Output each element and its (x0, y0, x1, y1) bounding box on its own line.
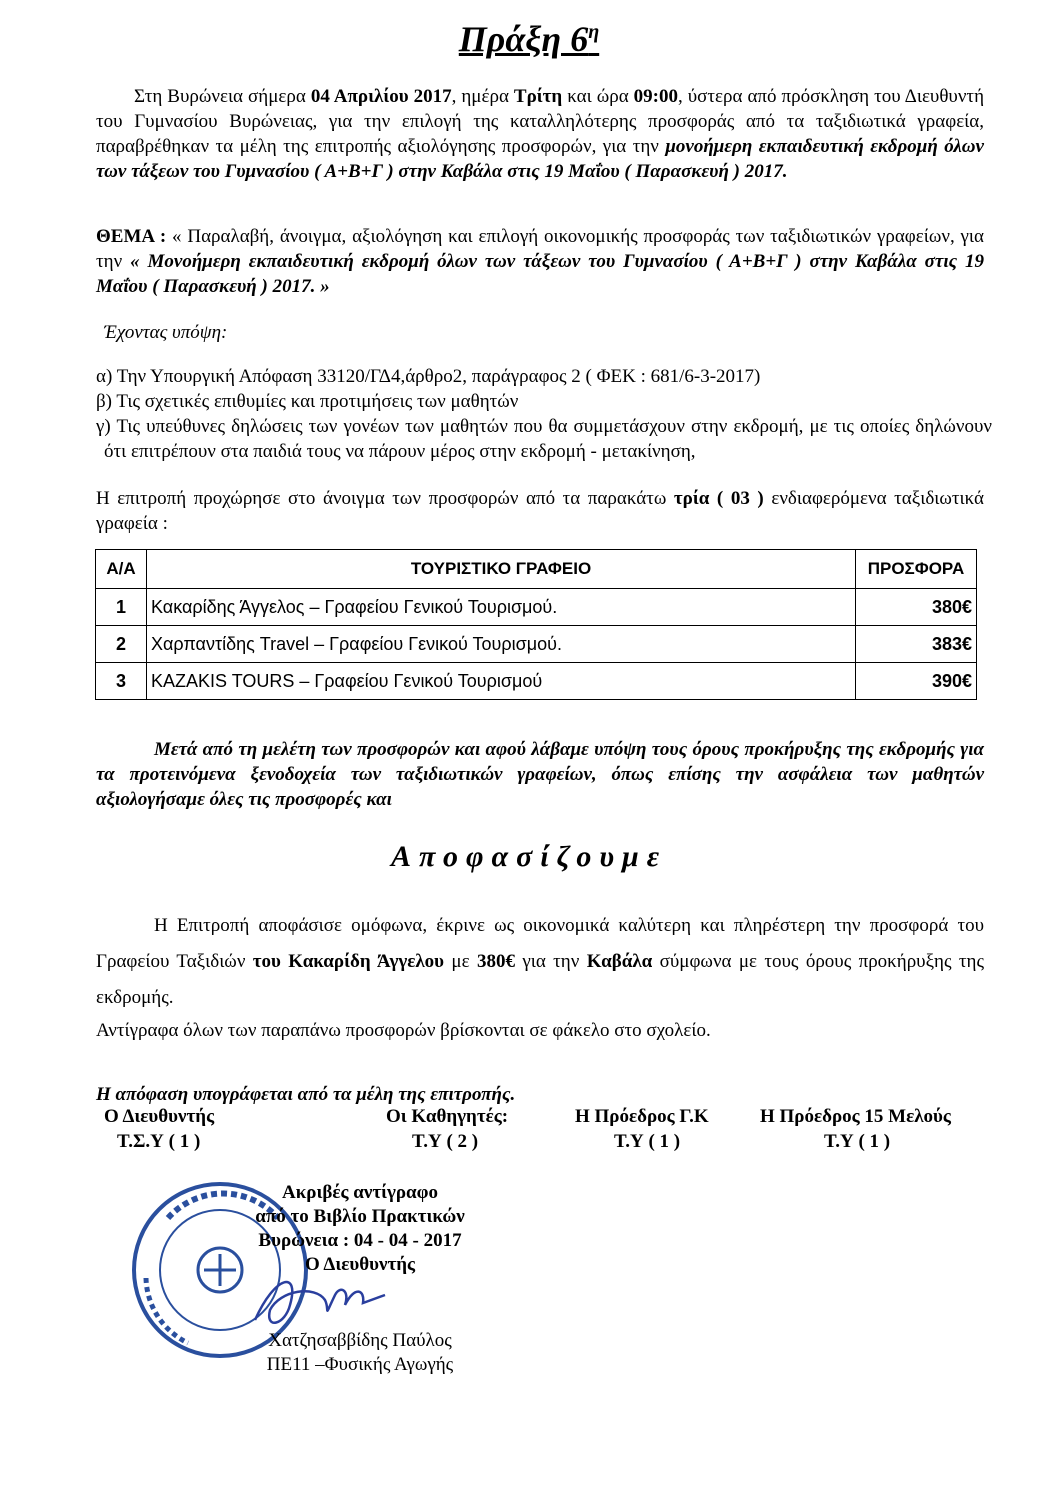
signatory-director-sig: Τ.Σ.Υ ( 1 ) (117, 1131, 201, 1152)
decision-paragraph: Η Επιτροπή αποφάσισε ομόφωνα, έκρινε ως οικονομικά καλύτερη και πληρέστερη την προσφορά του Γραφείου Ταξιδιών του Κακαρίδη Άγγελου με 380€ για την Καβάλα σύμφωνα με τους όρους προκήρυξης της εκδρομής. (96, 915, 984, 1008)
certified-director: Ο Διευθυντής (304, 1254, 416, 1275)
committee-paragraph: Η επιτροπή προχώρησε στο άνοιγμα των προσφορών από τα παρακάτω τρία ( 03 ) ενδιαφερόμενα ταξιδιωτικά γραφεία : (96, 488, 985, 534)
page-title: Πράξη $6^\eta$ (458, 19, 600, 59)
agency-name: KAZAKIS TOURS – Γραφείου Γενικού Τουρισμού (147, 663, 856, 700)
offer-price: 383€ (856, 626, 977, 663)
copies-note: Αντίγραφα όλων των παραπάνω προσφορών βρίσκονται σε φάκελο στο σχολείο. (96, 1020, 711, 1041)
signed-by-line: Η απόφαση υπογράφεται από τα μέλη της επιτροπής. (96, 1084, 516, 1105)
signatory-president-15-sig: Τ.Υ ( 1 ) (824, 1131, 891, 1152)
after-study-paragraph: Μετά από τη μελέτη των προσφορών και αφού λάβαμε υπόψη τους όρους προκήρυξης της εκδρομής για τα προτεινόμενα ξενοδοχεία των ταξιδιωτικών γραφείων, όπως επίσης την ασφάλεια των μαθητών αξιολογήσαμε όλες τις προσφορές και (96, 739, 984, 810)
director-name: Χατζησαββίδης Παύλος (268, 1330, 452, 1351)
item-a: α) Την Υπουργική Απόφαση 33120/ΓΔ4,άρθρο2, παράγραφος 2 ( ΦΕΚ : 681/6-3-2017) (96, 366, 761, 387)
item-b: β) Τις σχετικές επιθυμίες και προτιμήσεις των μαθητών (96, 391, 519, 412)
item-c: γ) Τις υπεύθυνες δηλώσεις των γονέων των μαθητών που θα συμμετάσχουν στην εκδρομή, με τις οποίες δηλώνουν ότι επιτρέπουν στα παιδιά τους να πάρουν μέρος στην εκδρομή - μετακίνηση, (96, 416, 992, 462)
col-header-aa: Α/Α (96, 550, 147, 589)
certified-line-1: Ακριβές αντίγραφο (282, 1182, 438, 1203)
signatory-president-gk-sig: Τ.Υ ( 1 ) (614, 1131, 681, 1152)
signatory-president-gk-role: Η Πρόεδρος Γ.Κ (575, 1106, 709, 1127)
col-header-offer: ΠΡΟΣΦΟΡΑ (856, 550, 977, 589)
considering-label: Έχοντας υπόψη: (104, 322, 228, 343)
signatory-director-role: Ο Διευθυντής (104, 1106, 215, 1127)
director-specialty: ΠΕ11 –Φυσικής Αγωγής (266, 1354, 454, 1375)
row-number: 3 (96, 663, 147, 700)
certified-line-2: από το Βιβλίο Πρακτικών (255, 1206, 465, 1227)
table-row (96, 626, 977, 663)
certified-date: Βυρώνεια : 04 - 04 - 2017 (258, 1230, 462, 1251)
offer-price: 380€ (856, 589, 977, 626)
signatory-president-15-role: Η Πρόεδρος 15 Μελούς (760, 1106, 951, 1127)
agency-name: Χαρπαντίδης Travel – Γραφείου Γενικού Τουρισμού. (147, 626, 856, 663)
table-row (96, 589, 977, 626)
intro-paragraph: Στη Βυρώνεια σήμερα 04 Απριλίου 2017, ημέρα Τρίτη και ώρα 09:00, ύστερα από πρόσκληση του Διευθυντή του Γυμνασίου Βυρώνειας, για την επιλογή της καταλληλότερης προσφοράς από τα ταξιδιωτικά γραφεία, παραβρέθηκαν τα μέλη της επιτροπής αξιολόγησης προσφορών, για την μονοήμερη εκπαιδευτική εκδρομή όλων των τάξεων του Γυμνασίου ( Α+Β+Γ ) στην Καβάλα στις 19 Μαΐου ( Παρασκευή ) 2017. (96, 86, 985, 182)
table-header-row (96, 550, 977, 589)
col-header-agency: ΤΟΥΡΙΣΤΙΚΟ ΓΡΑΦΕΙΟ (147, 550, 856, 589)
decision-heading: Αποφασίζουμε (390, 840, 668, 873)
offer-price: 390€ (856, 663, 977, 700)
row-number: 1 (96, 589, 147, 626)
offers-table (95, 549, 977, 700)
certified-copy-block (215, 1181, 505, 1277)
table-row (96, 663, 977, 700)
signatory-teachers-role: Οι Καθηγητές: (386, 1106, 509, 1127)
signatory-teachers-sig: Τ.Υ ( 2 ) (412, 1131, 479, 1152)
row-number: 2 (96, 626, 147, 663)
subject-paragraph: ΘΕΜΑ : « Παραλαβή, άνοιγμα, αξιολόγηση και επιλογή οικονομικής προσφοράς των ταξιδιωτικών γραφείων, για την « Μονοήμερη εκπαιδευτική εκδρομή όλων των τάξεων του Γυμνασίου ( Α+Β+Γ ) στην Καβάλα στις 19 Μαΐου ( Παρασκευή ) 2017. » (96, 226, 984, 297)
agency-name: Κακαρίδης Άγγελος – Γραφείου Γενικού Τουρισμού. (147, 589, 856, 626)
